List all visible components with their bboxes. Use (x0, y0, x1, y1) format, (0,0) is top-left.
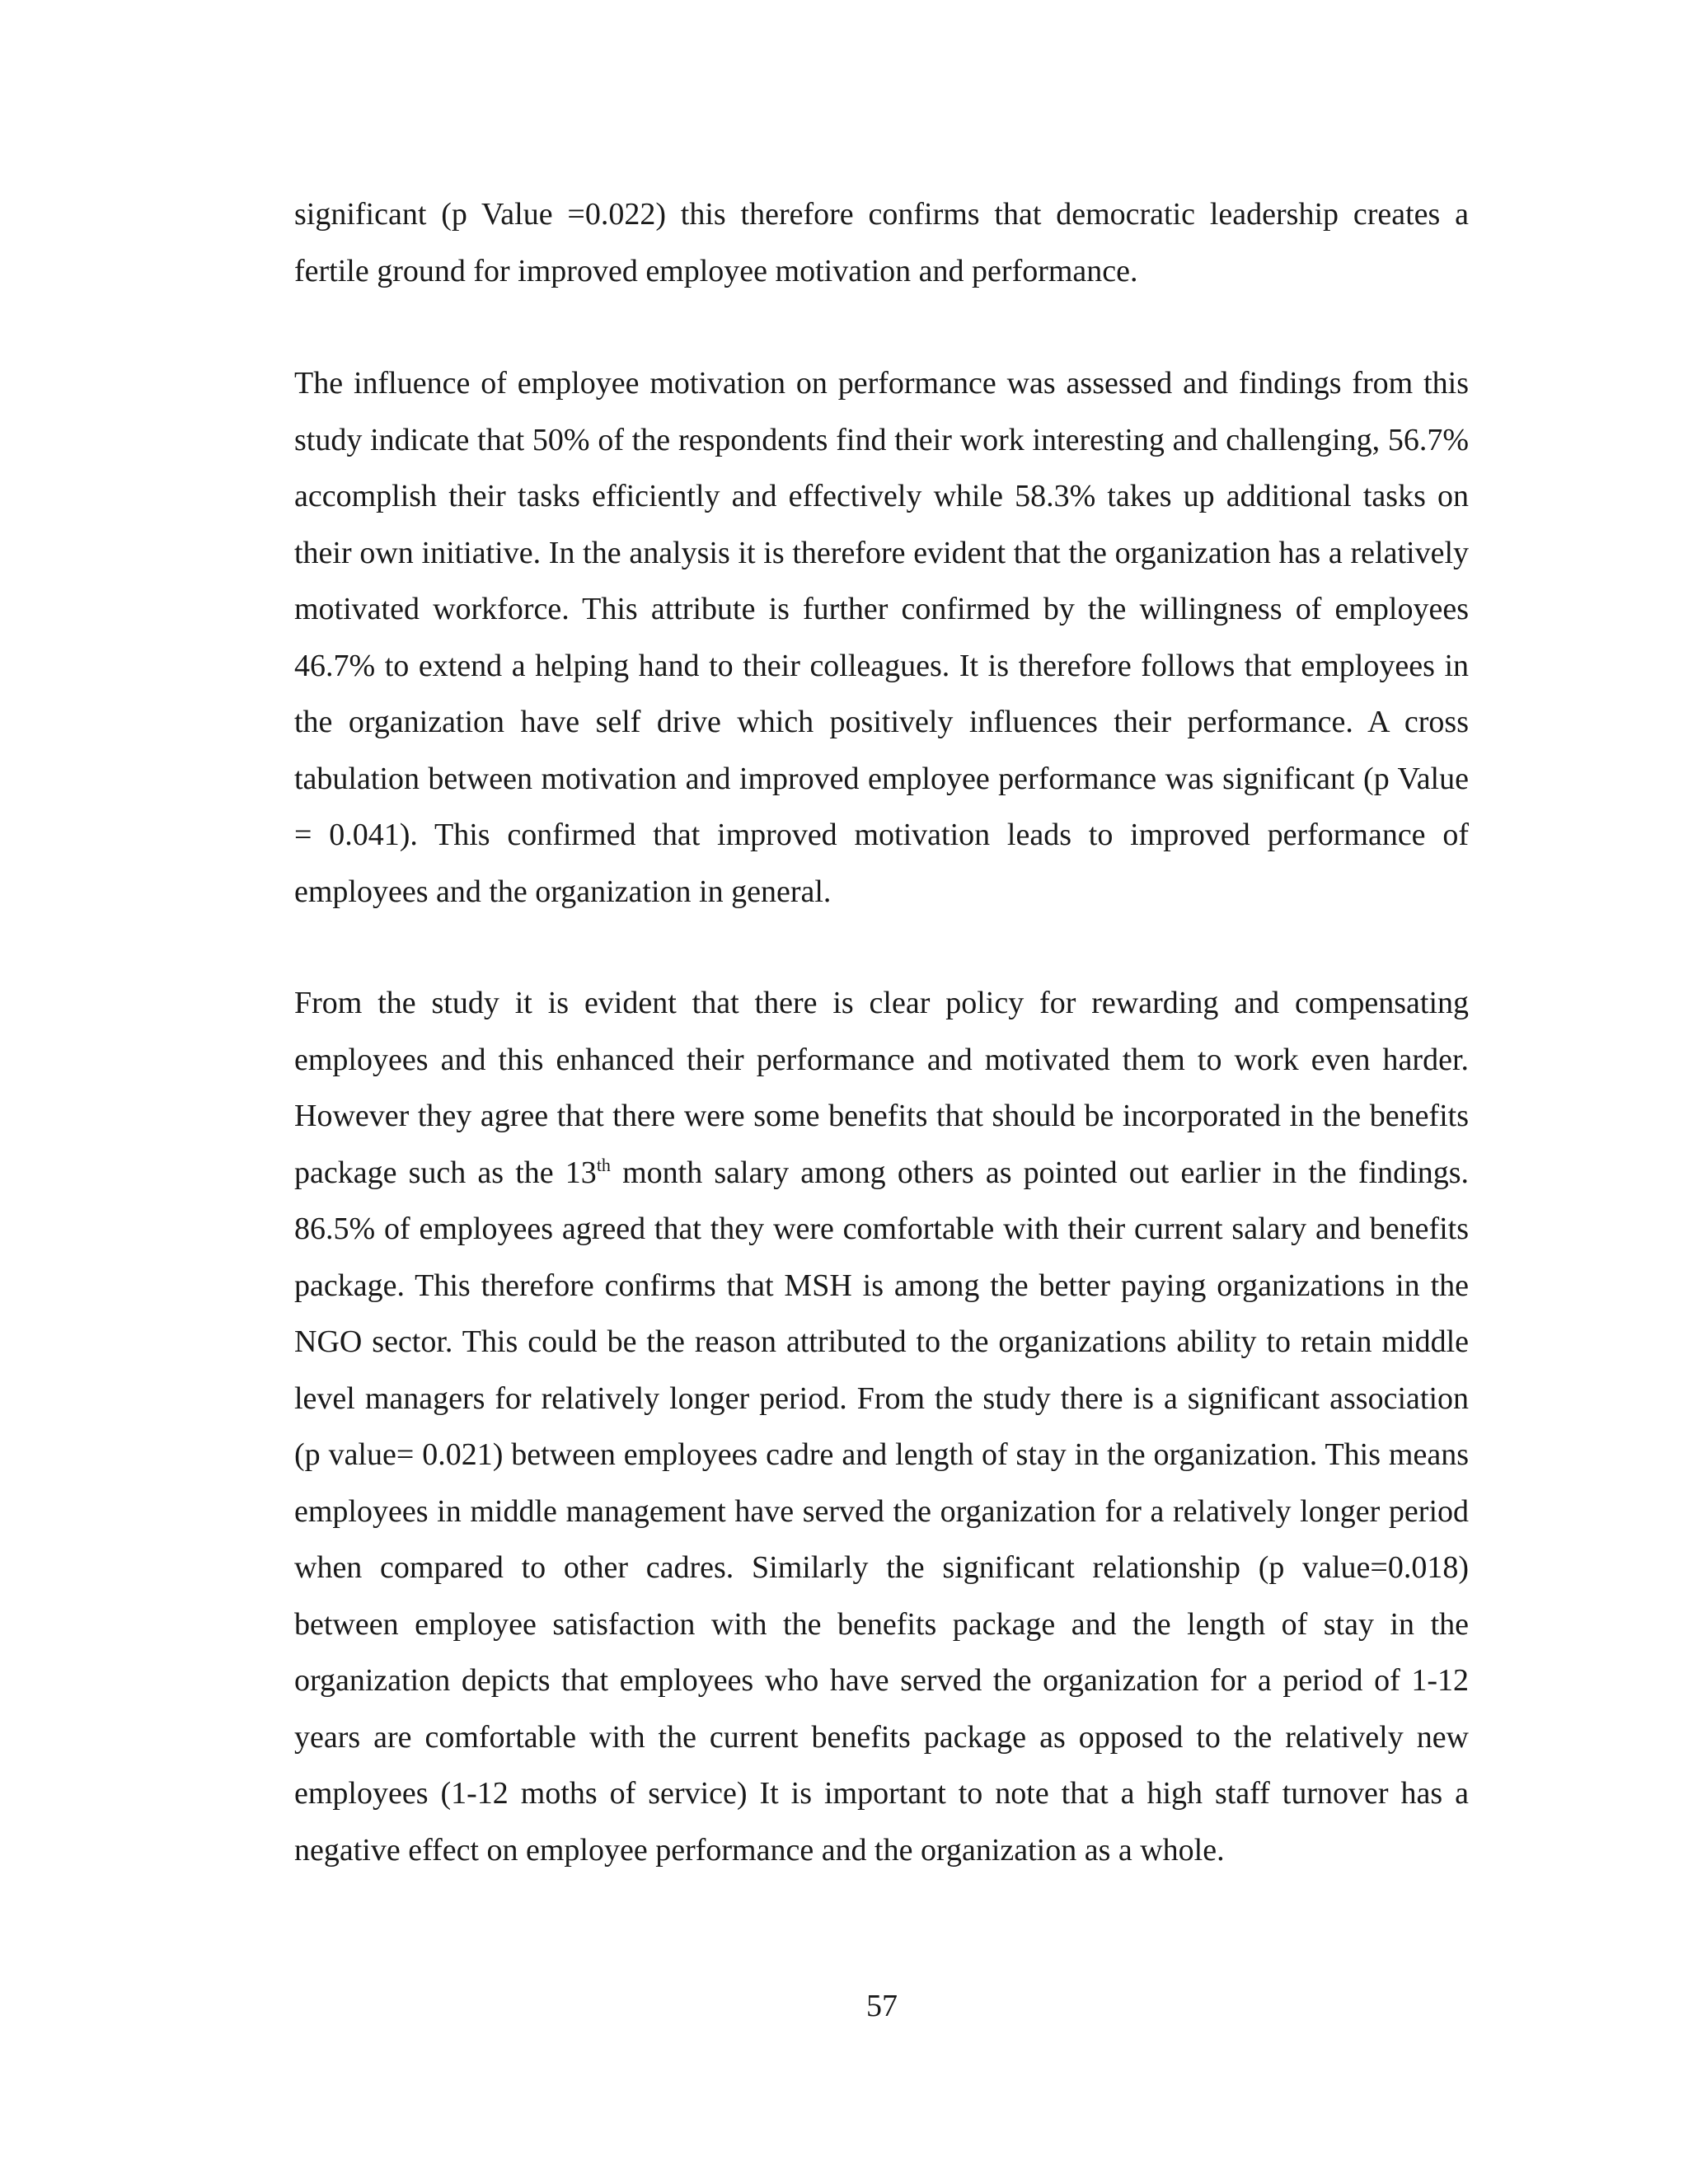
paragraph-rewards-text-start: From the study it is evident that there is clear policy for rewarding and compensating employees and this enhanced their performance and motivated them to work even harder. However they agree that there were some benefits that should be incorporated in the benefits package such as the 13 (294, 986, 1469, 1190)
paragraph-motivation-performance: The influence of employee motivation on performance was assessed and findings from this study indicate that 50% of the respondents find their work interesting and challenging, 56.7% accomplish their tasks efficiently and effectively while 58.3% takes up additional tasks on their own initiative. In the analysis it is therefore evident that the organization has a relatively motivated workforce. This attribute is further confirmed by the willingness of employees 46.7% to extend a helping hand to their colleagues. It is therefore follows that employees in the organization have self drive which positively influences their performance. A cross tabulation between motivation and improved employee performance was significant (p Value = 0.041). This confirmed that improved motivation leads to improved performance of employees and the organization in general. (294, 366, 1469, 909)
paragraph-rewards-text-end: month salary among others as pointed out earlier in the findings. 86.5% of employees agreed that they were comfortable with their current salary and benefits package. This therefore confirms that MSH is among the better paying organizations in the NGO sector. This could be the reason attributed to the organizations ability to retain middle level managers for relatively longer period. From the study there is a significant association (p value= 0.021) between employees cadre and length of stay in the organization. This means employees in middle management have served the organization for a relatively longer period when compared to other cadres. Similarly the significant relationship (p value=0.018) between employee satisfaction with the benefits package and the length of stay in the organization depicts that employees who have served the organization for a period of 1-12 years are comfortable with the current benefits package as opposed to the relatively new employees (1-12 moths of service) It is important to note that a high staff turnover has a negative effect on employee performance and the organization as a whole. (294, 1155, 1469, 1868)
ordinal-suffix: th (596, 1154, 611, 1175)
paragraph-rewards-compensation (294, 975, 1469, 1878)
paragraph-leadership-conclusion: significant (p Value =0.022) this therefore confirms that democratic leadership creates a fertile ground for improved employee motivation and performance. (294, 197, 1469, 288)
page-number: 57 (866, 1989, 898, 2023)
